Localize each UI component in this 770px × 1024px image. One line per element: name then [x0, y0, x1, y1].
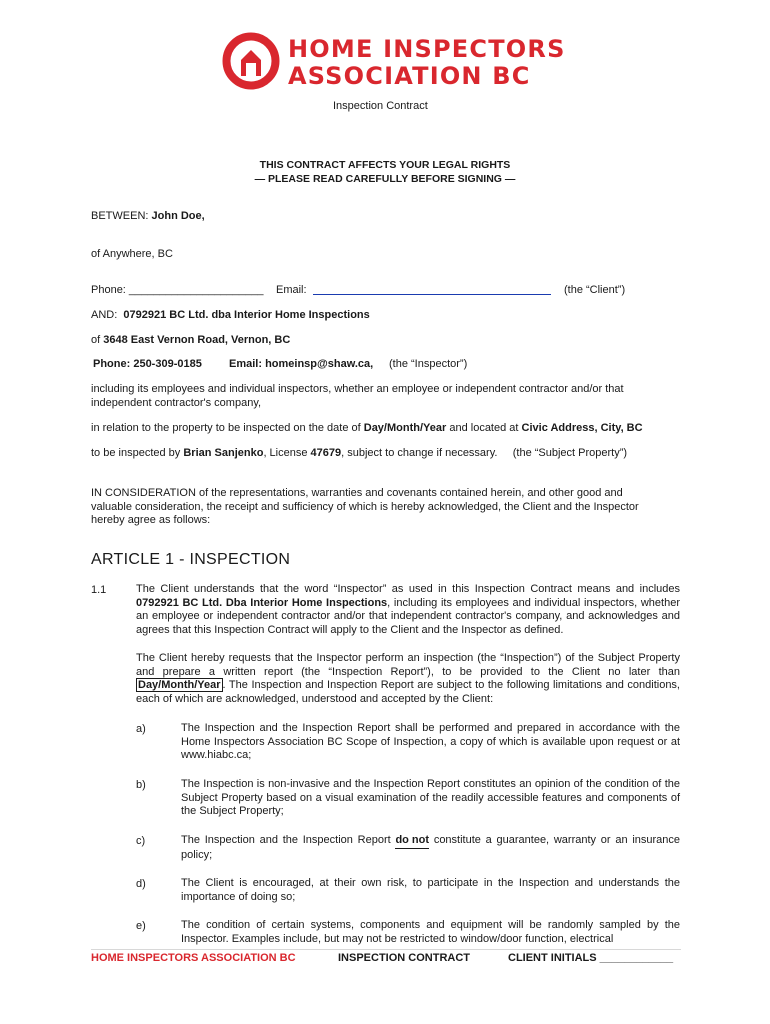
- license-number: 47679: [310, 447, 342, 459]
- relation-prefix: in relation to the property to be inspected on the date of: [91, 422, 361, 434]
- request-text-a: The Client hereby requests that the Inspector perform an inspection (the “Inspection”) of the Subject Property and prepare a written report (the “Inspection Report”), to be provided to the Client no later than: [136, 652, 680, 678]
- item-a-label: a): [136, 723, 146, 735]
- item-a-text: The Inspection and the Inspection Report shall be performed and prepared in accordance with the Home Inspectors Association BC Scope of Inspection, a copy of which is available upon request or at www.hiabc.ca;: [181, 722, 680, 762]
- item-c-text: [181, 834, 680, 862]
- definition-text-b: , including its employees and individual inspectors, whether an employee or independent contractor and/or that independent contractor's company, and acknowledges and agrees that this Inspection Contract will apply to the Client and the Inspector as defined.: [136, 596, 680, 636]
- item-c-text-a: The Inspection and the Inspection Report: [181, 834, 391, 846]
- inspector-address: 3648 East Vernon Road, Vernon, BC: [103, 334, 291, 346]
- inspector-tag: (the “Inspector”): [389, 358, 468, 370]
- and-line: [91, 308, 370, 322]
- inspector-email: Email: homeinsp@shaw.ca,: [229, 358, 374, 370]
- section-1-1-definition: [136, 583, 680, 637]
- item-c-label: c): [136, 835, 146, 847]
- logo-wordmark: [288, 36, 566, 90]
- association-logo: [222, 32, 566, 90]
- civic-address: Civic Address, City, BC: [521, 422, 643, 434]
- item-d-text: The Client is encouraged, at their own risk, to participate in the Inspection and understands the importance of doing so;: [181, 877, 680, 903]
- logo-line-1: HOME INSPECTORS: [288, 35, 566, 63]
- inspected-by-line: [91, 446, 627, 460]
- footer-document: INSPECTION CONTRACT: [338, 952, 470, 964]
- including-paragraph: including its employees and individual inspectors, whether an employee or independent contractor and/or that independent contractor's company,: [91, 383, 624, 409]
- item-b-text: The Inspection is non-invasive and the Inspection Report constitutes an opinion of the condition of the Subject Property based on a visual examination of the readily accessible features and components of the Subject Property;: [181, 778, 680, 818]
- house-pin-icon: [222, 32, 280, 90]
- client-phone-field: Phone: ______________________: [91, 284, 264, 296]
- definition-company: 0792921 BC Ltd. Dba Interior Home Inspections: [136, 596, 388, 609]
- report-due-date: Day/Month/Year: [138, 679, 221, 692]
- inspection-date: Day/Month/Year: [363, 422, 447, 434]
- article-1-heading: ARTICLE 1 - INSPECTION: [91, 551, 291, 568]
- and-label: AND:: [91, 309, 118, 321]
- subject-tag: (the “Subject Property”): [512, 447, 628, 459]
- license-label: , License: [263, 447, 308, 459]
- item-c-text-b: constitute a guarantee, warranty or an insurance policy;: [181, 834, 681, 861]
- logo-line-2: ASSOCIATION BC: [288, 62, 531, 90]
- item-b-label: b): [136, 779, 146, 791]
- footer-client-initials: CLIENT INITIALS ____________: [508, 952, 674, 964]
- item-c-emphasis: do not: [395, 834, 429, 849]
- inspector-address-line: [91, 333, 290, 347]
- client-location: of Anywhere, BC: [91, 248, 173, 260]
- inspector-phone: Phone: 250-309-0185: [93, 358, 202, 370]
- consideration-paragraph: IN CONSIDERATION of the representations, warranties and covenants contained herein, and other good and valuable consideration, the receipt and sufficiency of which is hereby acknowledged, the Client and the Inspector hereby agree as follows:: [91, 487, 639, 527]
- between-line: [91, 209, 205, 223]
- definition-text-a: The Client understands that the word “Inspector” as used in this Inspection Contract means and includes: [136, 583, 680, 595]
- inspected-by-label: to be inspected by: [91, 447, 181, 459]
- document-title: Inspection Contract: [333, 100, 428, 112]
- client-email-field[interactable]: [313, 294, 551, 295]
- item-e-label: e): [136, 920, 146, 932]
- client-tag: (the “Client”): [564, 284, 626, 296]
- item-d-label: d): [136, 878, 146, 890]
- legal-notice-line-1: THIS CONTRACT AFFECTS YOUR LEGAL RIGHTS: [259, 159, 511, 171]
- subject-change: , subject to change if necessary.: [341, 447, 498, 459]
- located-text: and located at: [449, 422, 519, 434]
- client-name: John Doe,: [151, 210, 205, 222]
- section-number: 1.1: [91, 584, 107, 596]
- legal-notice-line-2: — PLEASE READ CAREFULLY BEFORE SIGNING —: [254, 173, 516, 185]
- property-line: [91, 421, 643, 435]
- section-1-1-request: [136, 652, 680, 706]
- address-prefix: of: [91, 334, 101, 346]
- between-label: BETWEEN:: [91, 210, 149, 222]
- inspector-name: Brian Sanjenko: [183, 447, 264, 459]
- inspector-company: 0792921 BC Ltd. dba Interior Home Inspections: [123, 309, 370, 321]
- item-e-text: The condition of certain systems, components and equipment will be randomly sampled by the Inspector. Examples include, but may not be restricted to window/door function, electrical: [181, 919, 680, 945]
- footer-organization: HOME INSPECTORS ASSOCIATION BC: [91, 952, 296, 964]
- client-email-label: Email:: [276, 284, 307, 296]
- footer-divider: [91, 949, 681, 950]
- request-text-b: . The Inspection and Inspection Report are subject to the following limitations and conditions, each of which are acknowledged, understood and accepted by the Client:: [136, 679, 680, 705]
